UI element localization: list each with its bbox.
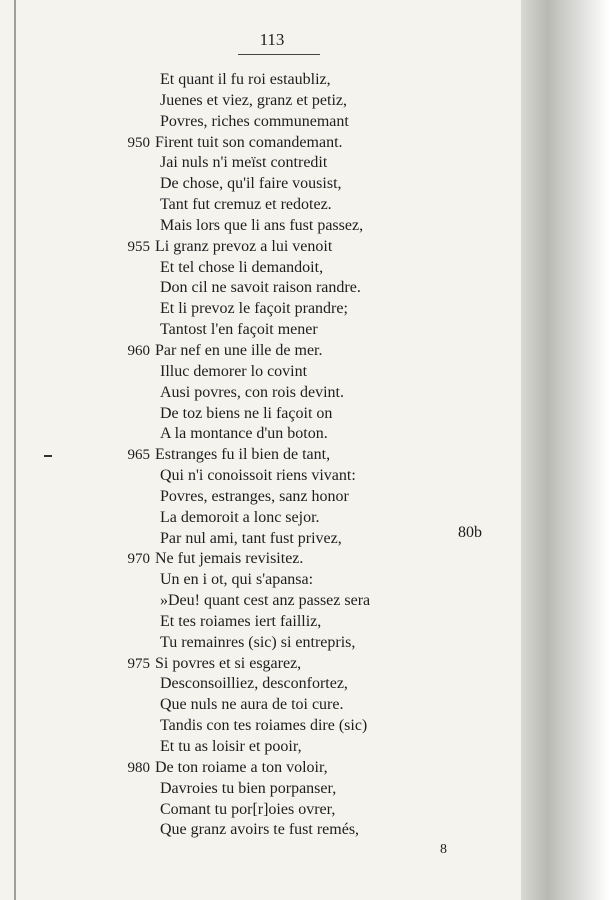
verse-line: [0, 237, 521, 258]
verse-line: [0, 362, 521, 383]
line-number: 960: [127, 342, 150, 359]
verse-text: Qui n'i conoissoit riens vivant:: [160, 467, 356, 485]
verse-text: Jai nuls n'i meïst contredit: [160, 154, 328, 172]
verse-text: A la montance d'un boton.: [160, 425, 328, 443]
verse-text: Davroies tu bien porpanser,: [160, 779, 337, 797]
verse-line: [0, 112, 521, 133]
line-number: 965: [127, 447, 150, 464]
verse-text: Tu remainres (sic) si entrepris,: [160, 633, 356, 651]
verse-line: [0, 153, 521, 174]
verse-line: [0, 424, 521, 445]
verse-text: Par nul ami, tant fust privez,: [160, 529, 342, 547]
verse-line: [0, 174, 521, 195]
line-number: 970: [127, 551, 150, 568]
verse-text: Comant tu por[r]oies ovrer,: [160, 800, 336, 818]
verse-line: [0, 383, 521, 404]
scan-edge: [521, 0, 609, 900]
verse-text: Que granz avoirs te fust remés,: [160, 821, 360, 839]
verse-line: [0, 800, 521, 821]
verse-text: Un en i ot, qui s'apansa:: [160, 571, 314, 589]
verse-line: [0, 529, 521, 550]
verse-line: [0, 216, 521, 237]
verse-text: Povres, riches communemant: [160, 112, 349, 130]
verse-line: [0, 195, 521, 216]
line-number: 950: [127, 134, 150, 151]
verse-line: [0, 674, 521, 695]
line-number: 980: [127, 759, 150, 776]
verse-text: Estranges fu il bien de tant,: [155, 446, 331, 464]
verse-line: [0, 341, 521, 362]
verse-text: Povres, estranges, sanz honor: [160, 487, 349, 505]
verse-text: Et tu as loisir et pooir,: [160, 738, 302, 755]
verse-list: [0, 70, 521, 841]
verse-line: [0, 633, 521, 654]
verse-text: Et quant il fu roi estaubliz,: [160, 71, 331, 88]
line-number: 955: [127, 238, 150, 255]
verse-line: [0, 445, 521, 466]
page-number: 113: [259, 30, 285, 49]
verse-text: Tandis con tes roiames dire (sic): [160, 717, 368, 735]
verse-text: Si povres et si esgarez,: [155, 654, 302, 672]
verse-line: [0, 591, 521, 612]
verse-text: Firent tuit son comandemant.: [155, 133, 343, 151]
verse-line: [0, 258, 521, 279]
line-number: 975: [127, 655, 150, 672]
verse-line: [0, 70, 521, 91]
verse-text: La demoroit a lonc sejor.: [160, 508, 320, 526]
verse-text: Et li prevoz le façoit prandre;: [160, 300, 348, 318]
verse-text: De toz biens ne li façoit on: [160, 404, 333, 422]
verse-line: [0, 91, 521, 112]
verse-line: [0, 779, 521, 800]
verse-line: [0, 654, 521, 675]
verse-text: Juenes et viez, granz et petiz,: [160, 91, 348, 109]
verse-line: [0, 737, 521, 758]
verse-line: [0, 716, 521, 737]
verse-text: Don cil ne savoit raison randre.: [160, 279, 361, 297]
verse-line: [0, 133, 521, 154]
verse-text: Ausi povres, con rois devint.: [160, 383, 344, 401]
verse-text: De chose, qu'il faire vousist,: [160, 175, 342, 193]
verse-line: [0, 758, 521, 779]
verse-line: [0, 404, 521, 425]
verse-line: [0, 487, 521, 508]
verse-text: Li granz prevoz a lui venoit: [155, 237, 333, 255]
verse-line: [0, 570, 521, 591]
verse-line: [0, 466, 521, 487]
verse-text: Tant fut cremuz et redotez.: [160, 196, 332, 214]
verse-text: Que nuls ne aura de toi cure.: [160, 696, 344, 714]
folio-note: 80b: [458, 524, 482, 541]
verse-text: Ne fut jemais revisitez.: [155, 550, 304, 568]
verse-line: [0, 612, 521, 633]
verse-text: Et tel chose li demandoit,: [160, 258, 324, 276]
verse-text: Desconsoilliez, desconfortez,: [160, 675, 348, 693]
verse-line: [0, 695, 521, 716]
signature-mark: 8: [440, 842, 447, 857]
header-rule: [238, 54, 320, 55]
verse-text: Mais lors que li ans fust passez,: [160, 216, 364, 234]
verse-line: [0, 820, 521, 841]
verse-text: Par nef en une ille de mer.: [155, 341, 323, 359]
verse-line: [0, 278, 521, 299]
verse-line: [0, 549, 521, 570]
verse-line: [0, 508, 521, 529]
verse-text: »Deu! quant cest anz passez sera: [160, 592, 371, 610]
verse-text: Et tes roiames iert failliz,: [160, 612, 322, 630]
verse-text: Illuc demorer lo covint: [160, 362, 308, 380]
verse-line: [0, 299, 521, 320]
verse-text: Tantost l'en façoit mener: [160, 321, 318, 339]
verse-text: De ton roiame a ton voloir,: [155, 758, 328, 776]
verse-line: [0, 320, 521, 341]
